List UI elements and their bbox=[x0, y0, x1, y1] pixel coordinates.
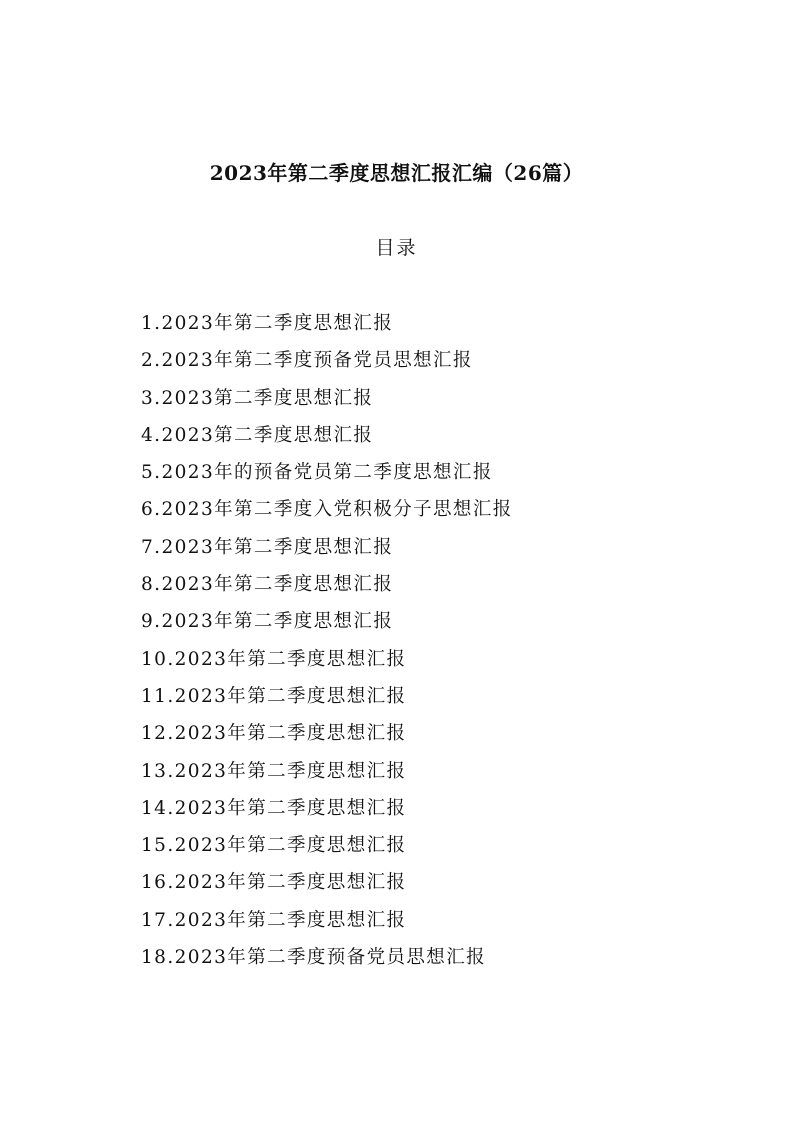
document-title: 2023年第二季度思想汇报汇编（26篇） bbox=[209, 161, 584, 185]
toc-item: 1.2023年第二季度思想汇报 bbox=[141, 313, 394, 334]
toc-list bbox=[141, 309, 513, 980]
toc-item: 16.2023年第二季度思想汇报 bbox=[141, 872, 407, 894]
toc-item: 7.2023年第二季度思想汇报 bbox=[141, 536, 394, 558]
toc-item: 12.2023年第二季度思想汇报 bbox=[141, 723, 407, 745]
toc-item: 17.2023年第二季度思想汇报 bbox=[141, 909, 407, 931]
toc-item: 8.2023年第二季度思想汇报 bbox=[141, 574, 394, 596]
toc-heading: 目录 bbox=[375, 237, 418, 259]
toc-item: 13.2023年第二季度思想汇报 bbox=[141, 760, 407, 782]
toc-item: 10.2023年第二季度思想汇报 bbox=[141, 648, 407, 670]
toc-item: 3.2023第二季度思想汇报 bbox=[141, 387, 374, 409]
toc-item: 6.2023年第二季度入党积极分子思想汇报 bbox=[141, 499, 513, 521]
toc-item: 15.2023年第二季度思想汇报 bbox=[141, 835, 407, 857]
toc-item: 14.2023年第二季度思想汇报 bbox=[141, 797, 407, 819]
toc-item: 5.2023年的预备党员第二季度思想汇报 bbox=[141, 462, 493, 484]
toc-item: 18.2023年第二季度预备党员思想汇报 bbox=[141, 947, 487, 969]
toc-item: 4.2023第二季度思想汇报 bbox=[141, 424, 374, 446]
toc-item: 2.2023年第二季度预备党员思想汇报 bbox=[141, 350, 473, 372]
toc-item: 9.2023年第二季度思想汇报 bbox=[141, 611, 394, 633]
toc-item: 11.2023年第二季度思想汇报 bbox=[141, 685, 407, 707]
